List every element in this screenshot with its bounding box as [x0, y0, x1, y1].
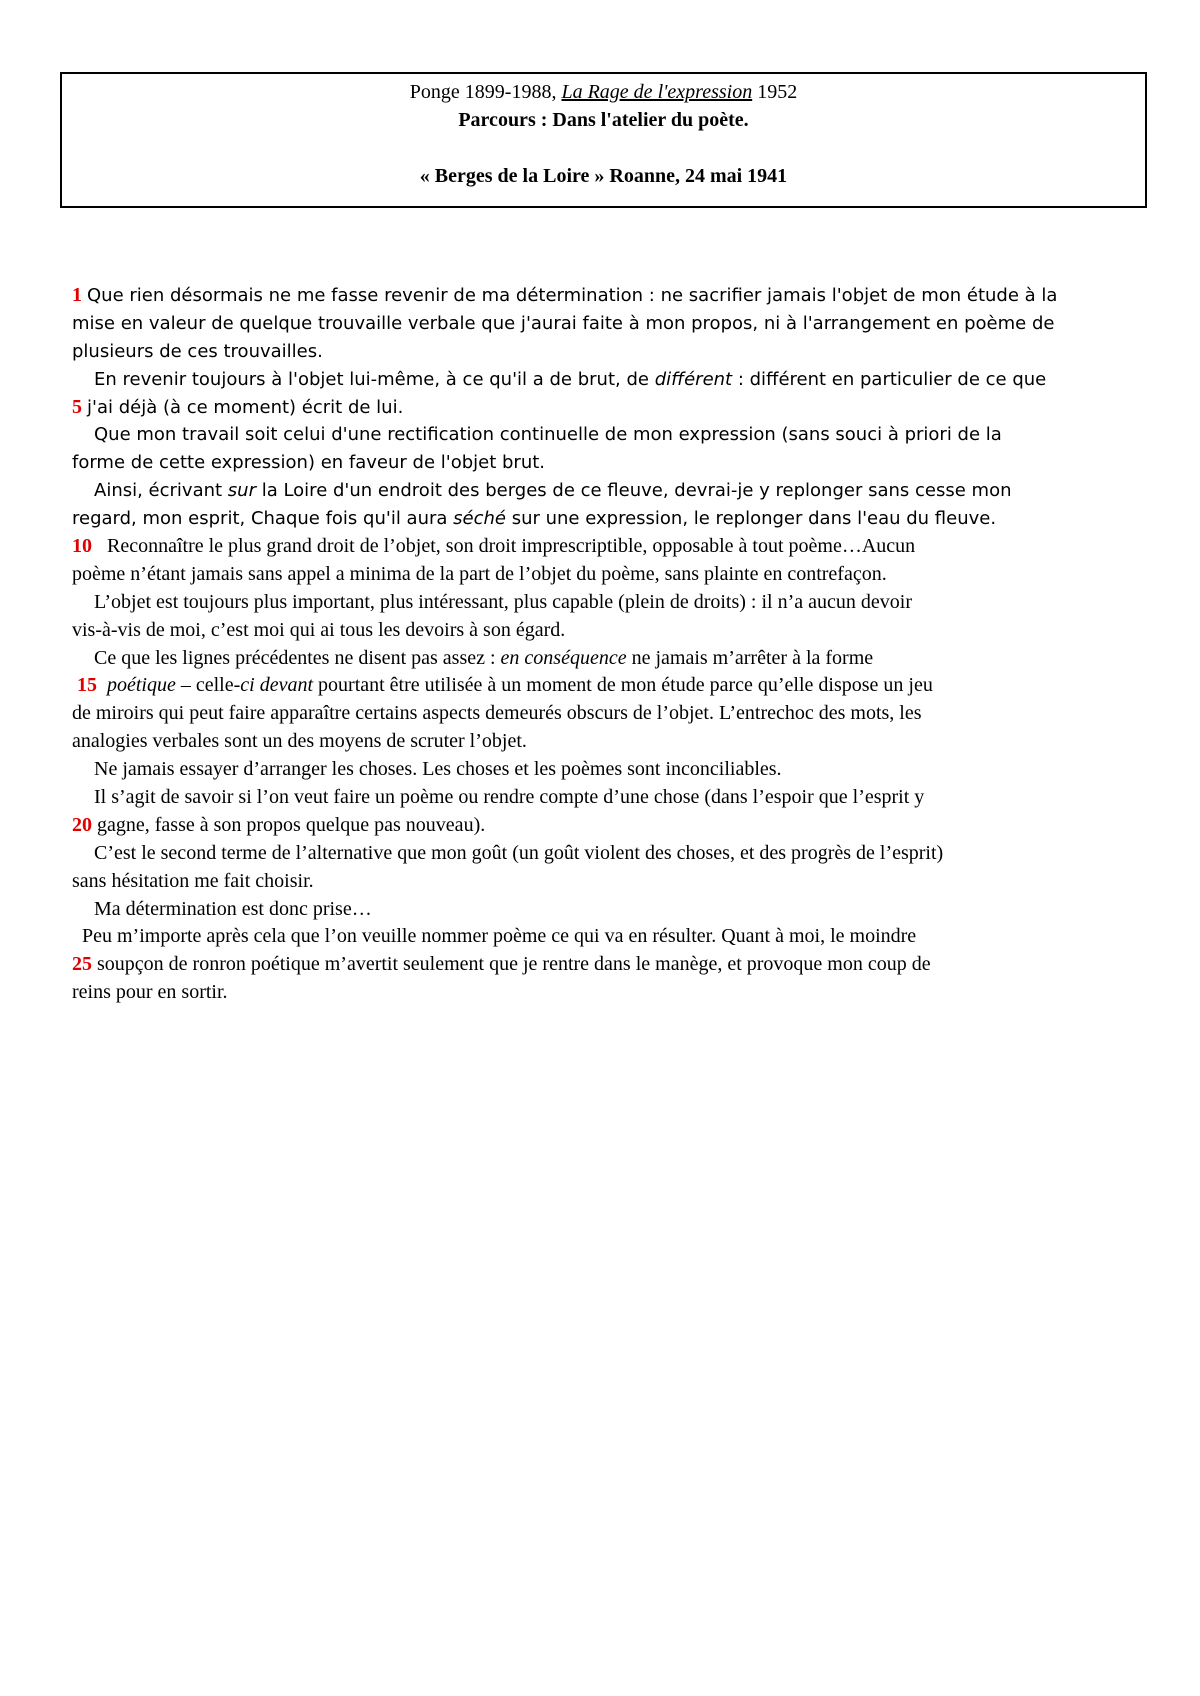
text-line: Ma détermination est donc prise… [94, 897, 372, 920]
text-line: 10 Reconnaître le plus grand droit de l’objet, son droit imprescriptible, opposable à tout poème…Aucun [72, 535, 916, 558]
text-line: sans hésitation me fait choisir. [72, 869, 314, 892]
text-line: Que mon travail soit celui d'une rectification continuelle de mon expression (sans souci à priori de la [94, 424, 1002, 446]
text-line: 20 gagne, fasse à son propos quelque pas nouveau). [72, 813, 486, 836]
line-number: 25 [72, 953, 92, 976]
text-line: forme de cette expression) en faveur de l'objet brut. [72, 452, 546, 474]
line-number: 20 [72, 813, 92, 836]
header-box [60, 72, 1147, 208]
header-author: Ponge 1899-1988, [409, 81, 562, 103]
text-line: 5 j'ai déjà (à ce moment) écrit de lui. [72, 395, 404, 418]
poem-text [72, 282, 1142, 1007]
text-line: En revenir toujours à l'objet lui-même, à ce qu'il a de brut, de différent : différent en particulier de ce que [94, 368, 1047, 390]
book-title: La Rage de l'expression [561, 81, 753, 103]
text-line: Il s’agit de savoir si l’on veut faire un poème ou rendre compte d’une chose (dans l’espoir que l’esprit y [94, 786, 925, 809]
text-line: 25 soupçon de ronron poétique m’avertit seulement que je rentre dans le manège, et provoque mon coup de [72, 953, 931, 976]
text-line: L’objet est toujours plus important, plus intéressant, plus capable (plein de droits) : il n’a aucun devoir [94, 590, 912, 613]
text-line: C’est le second terme de l’alternative que mon goût (un goût violent des choses, et des progrès de l’esprit) [94, 841, 944, 864]
header-title-line [62, 78, 1145, 106]
header-text-title: « Berges de la Loire » Roanne, 24 mai 1941 [419, 165, 788, 187]
line-number: 5 [72, 395, 82, 418]
text-line: Peu m’importe après cela que l’on veuille nommer poème ce qui va en résulter. Quant à moi, le moindre [82, 925, 917, 948]
header-year: 1952 [752, 81, 798, 103]
text-line: regard, mon esprit, Chaque fois qu'il aura séché sur une expression, le replonger dans l'eau du fleuve. [72, 508, 997, 530]
text-line: analogies verbales sont un des moyens de scruter l’objet. [72, 730, 527, 753]
text-line: mise en valeur de quelque trouvaille verbale que j'aurai faite à mon propos, ni à l'arrangement en poème de [72, 312, 1055, 334]
header-parcours: Parcours : Dans l'atelier du poète. [458, 109, 749, 131]
line-number: 15 [77, 674, 97, 697]
text-line: 1 Que rien désormais ne me fasse revenir de ma détermination : ne sacrifier jamais l'objet de mon étude à la [72, 284, 1058, 306]
text-line: Ainsi, écrivant sur la Loire d'un endroit des berges de ce fleuve, devrai-je y replonger sans cesse mon [94, 480, 1012, 502]
text-line: 15 poétique – celle-ci devant pourtant être utilisée à un moment de mon étude parce qu’elle dispose un jeu [77, 674, 933, 697]
text-line: poème n’étant jamais sans appel a minima de la part de l’objet du poème, sans plainte en contrefaçon. [72, 562, 887, 585]
text-line: Ce que les lignes précédentes ne disent pas assez : en conséquence ne jamais m’arrêter à la forme [94, 646, 874, 669]
line-number: 10 [72, 535, 92, 558]
text-line: reins pour en sortir. [72, 981, 228, 1004]
text-line: de miroirs qui peut faire apparaître certains aspects demeurés obscurs de l’objet. L’entrechoc des mots, les [72, 702, 922, 725]
line-number: 1 [72, 284, 82, 306]
text-line: plusieurs de ces trouvailles. [72, 340, 323, 362]
text-line: vis-à-vis de moi, c’est moi qui ai tous les devoirs à son égard. [72, 618, 566, 641]
text-line: Ne jamais essayer d’arranger les choses. Les choses et les poèmes sont inconciliables. [94, 758, 782, 781]
